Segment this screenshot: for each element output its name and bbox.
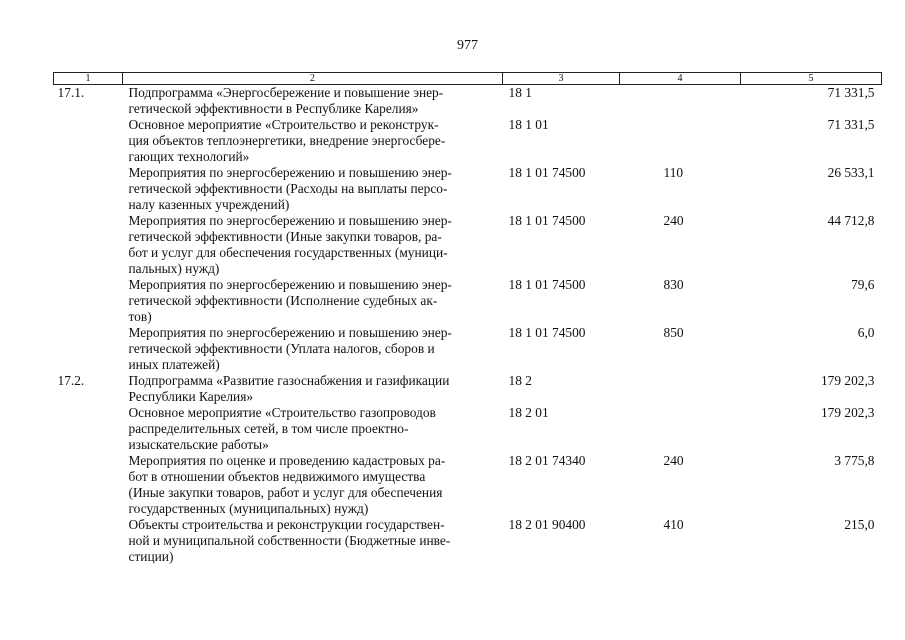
row-name xyxy=(123,373,503,405)
row-expense-type: 240 xyxy=(663,213,684,228)
row-number xyxy=(54,277,123,325)
row-code: 18 2 01 90400 xyxy=(508,517,586,532)
row-code: 18 2 xyxy=(508,373,532,388)
page-number: 977 xyxy=(457,38,478,53)
row-name-line: гающих технологий» xyxy=(128,149,250,164)
row-name xyxy=(123,117,503,165)
header-row xyxy=(54,73,882,85)
row-name-line: Мероприятия по энергосбережению и повышению энер- xyxy=(128,213,452,228)
row-code: 18 1 xyxy=(508,85,532,100)
row-number xyxy=(54,453,123,517)
row-number xyxy=(54,213,123,277)
row-name-line: Основное мероприятие «Строительство и реконструк- xyxy=(128,117,439,132)
row-amount: 6,0 xyxy=(857,325,875,340)
table-row xyxy=(54,325,882,373)
row-expense-type xyxy=(620,117,741,165)
row-amount: 79,6 xyxy=(851,277,875,292)
row-code: 18 1 01 xyxy=(508,117,549,132)
row-number xyxy=(54,117,123,165)
row-number xyxy=(54,325,123,373)
row-code: 18 2 01 xyxy=(508,405,549,420)
row-amount: 71 331,5 xyxy=(827,117,875,132)
budget-table xyxy=(53,72,882,565)
row-name-line: пальных) нужд) xyxy=(128,261,220,276)
table-row xyxy=(54,405,882,453)
column-header-5: 5 xyxy=(741,73,882,85)
row-name-line: Мероприятия по энергосбережению и повышению энер- xyxy=(128,325,452,340)
table-row xyxy=(54,277,882,325)
row-amount: 44 712,8 xyxy=(827,213,875,228)
row-name-line: гетической эффективности (Исполнение судебных ак- xyxy=(128,293,438,308)
row-name-line: Подпрограмма «Энергосбережение и повышение энер- xyxy=(128,85,444,100)
row-name-line: ной и муниципальной собственности (Бюджетные инве- xyxy=(128,533,451,548)
row-expense-type: 410 xyxy=(663,517,684,532)
table-row xyxy=(54,453,882,517)
row-code: 18 2 01 74340 xyxy=(508,453,586,468)
row-name xyxy=(123,517,503,565)
row-name-line: гетической эффективности в Республике Карелия» xyxy=(128,101,419,116)
row-name xyxy=(123,165,503,213)
row-name-line: Мероприятия по оценке и проведению кадастровых ра- xyxy=(128,453,446,468)
table-row xyxy=(54,517,882,565)
column-header-1: 1 xyxy=(54,73,123,85)
row-name-line: (Иные закупки товаров, работ и услуг для обеспечения xyxy=(128,485,443,500)
row-name-line: тов) xyxy=(128,309,152,324)
row-expense-type: 850 xyxy=(663,325,684,340)
table-row xyxy=(54,165,882,213)
row-name-line: Основное мероприятие «Строительство газопроводов xyxy=(128,405,436,420)
row-name-line: бот в отношении объектов недвижимого имущества xyxy=(128,469,426,484)
row-name-line: распределительных сетей, в том числе проектно- xyxy=(128,421,409,436)
row-expense-type: 830 xyxy=(663,277,684,292)
row-name-line: иных платежей) xyxy=(128,357,220,372)
row-name-line: гетической эффективности (Иные закупки товаров, ра- xyxy=(128,229,442,244)
row-number: 17.1. xyxy=(57,85,85,100)
row-number xyxy=(54,405,123,453)
row-expense-type xyxy=(620,85,741,118)
row-name-line: Республики Карелия» xyxy=(128,389,254,404)
row-number xyxy=(54,165,123,213)
row-number: 17.2. xyxy=(57,373,85,388)
row-name xyxy=(123,85,503,118)
row-name xyxy=(123,453,503,517)
row-amount: 179 202,3 xyxy=(820,373,875,388)
row-name-line: государственных (муниципальных) нужд) xyxy=(128,501,369,516)
column-header-3: 3 xyxy=(503,73,620,85)
column-header-2: 2 xyxy=(123,73,503,85)
row-code: 18 1 01 74500 xyxy=(508,165,586,180)
row-name xyxy=(123,325,503,373)
table-row xyxy=(54,117,882,165)
row-name-line: гетической эффективности (Расходы на выплаты персо- xyxy=(128,181,448,196)
row-amount: 179 202,3 xyxy=(820,405,875,420)
column-header-4: 4 xyxy=(620,73,741,85)
row-name-line: налу казенных учреждений) xyxy=(128,197,290,212)
row-code: 18 1 01 74500 xyxy=(508,325,586,340)
row-name-line: стиции) xyxy=(128,549,174,564)
row-name-line: бот и услуг для обеспечения государственных (муници- xyxy=(128,245,448,260)
row-name xyxy=(123,277,503,325)
row-name-line: Мероприятия по энергосбережению и повышению энер- xyxy=(128,277,452,292)
row-expense-type xyxy=(620,405,741,453)
table-body xyxy=(54,85,882,566)
row-number xyxy=(54,517,123,565)
row-expense-type: 240 xyxy=(663,453,684,468)
row-name xyxy=(123,213,503,277)
row-amount: 26 533,1 xyxy=(827,165,875,180)
row-name xyxy=(123,405,503,453)
row-amount: 215,0 xyxy=(844,517,875,532)
row-name-line: Объекты строительства и реконструкции государствен- xyxy=(128,517,445,532)
row-amount: 3 775,8 xyxy=(834,453,875,468)
row-expense-type xyxy=(620,373,741,405)
table-header xyxy=(54,73,882,85)
row-name-line: Подпрограмма «Развитие газоснабжения и газификации xyxy=(128,373,450,388)
row-amount: 71 331,5 xyxy=(827,85,875,100)
row-code: 18 1 01 74500 xyxy=(508,277,586,292)
row-name-line: гетической эффективности (Уплата налогов, сборов и xyxy=(128,341,435,356)
row-name-line: ция объектов теплоэнергетики, внедрение энергосбере- xyxy=(128,133,446,148)
row-code: 18 1 01 74500 xyxy=(508,213,586,228)
row-name-line: Мероприятия по энергосбережению и повышению энер- xyxy=(128,165,452,180)
table-row xyxy=(54,85,882,118)
row-expense-type: 110 xyxy=(663,165,684,180)
table-row xyxy=(54,213,882,277)
row-name-line: изыскательские работы» xyxy=(128,437,269,452)
table-row xyxy=(54,373,882,405)
